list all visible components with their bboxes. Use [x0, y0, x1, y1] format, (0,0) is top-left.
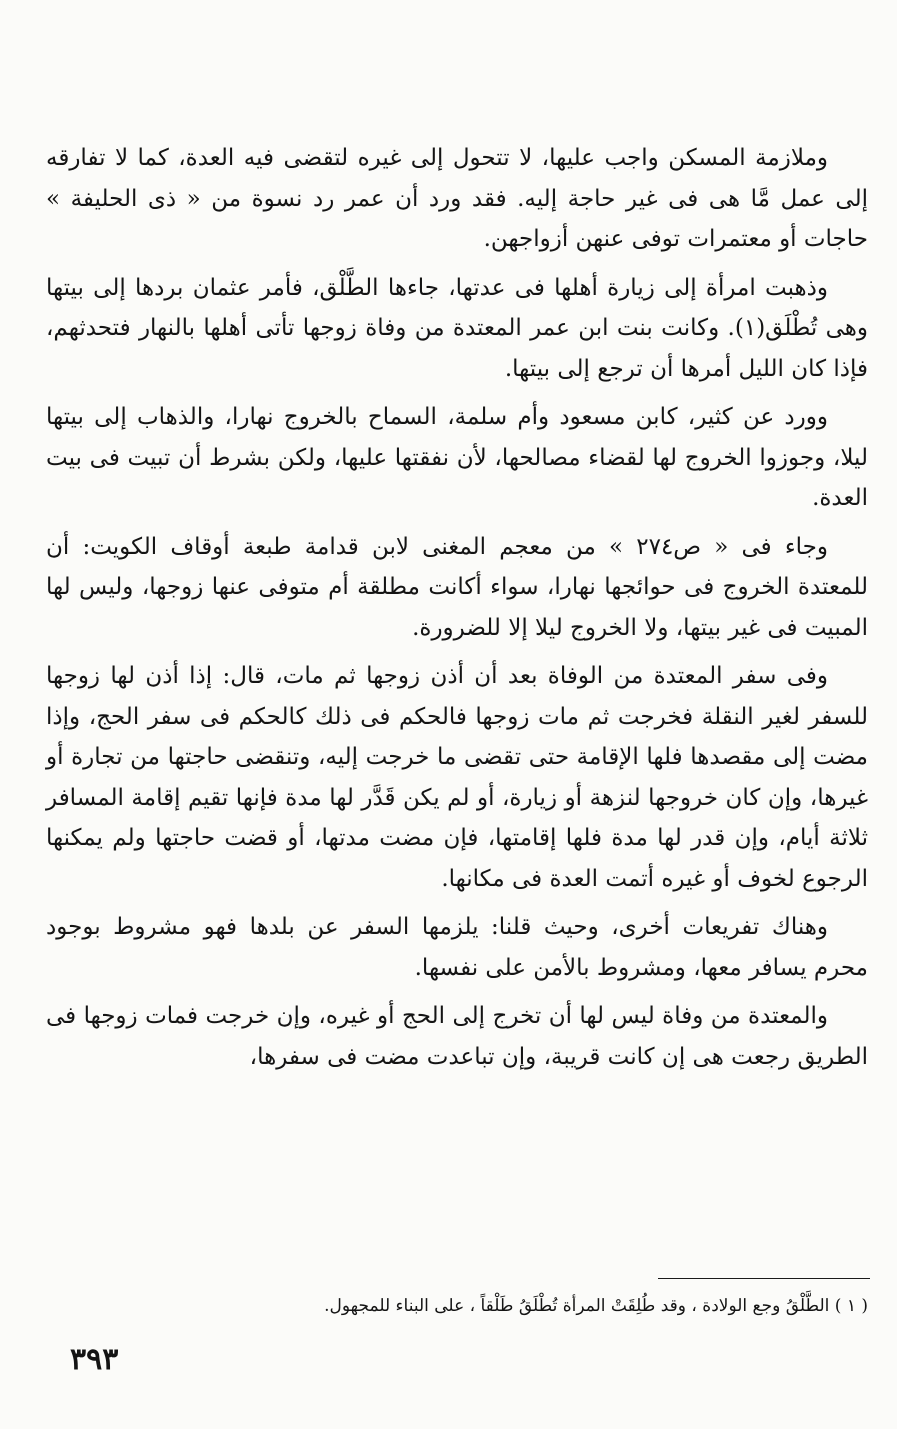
paragraph-1: وملازمة المسكن واجب عليها، لا تتحول إلى غيره لتقضى فيه العدة، كما لا تفارقه إلى عمل مَّا هى فى غير حاجة إليه. فقد ورد أن عمر رد نسوة من « ذى الحليفة » حاجات أو معتمرات توفى عنهن أزواجهن.	[46, 145, 868, 252]
paragraph-6: وهناك تفريعات أخرى، وحيث قلنا: يلزمها السفر عن بلدها فهو مشروط بوجود محرم يسافر معها، ومشروط بالأمن على نفسها.	[46, 914, 868, 981]
footnote: ( ١ ) الطَّلْقُ وجع الولادة ، وقد طُلِقَتْ المرأة تُطْلَقُ طَلْقاً ، على البناء للمجهول.	[324, 1296, 868, 1316]
paragraph-7: والمعتدة من وفاة ليس لها أن تخرج إلى الحج أو غيره، وإن خرجت فمات زوجها فى الطريق رجعت هى إن كانت قريبة، وإن تباعدت مضت فى سفرها،	[46, 1003, 868, 1070]
paragraph-3: وورد عن كثير، كابن مسعود وأم سلمة، السماح بالخروج نهارا، والذهاب إلى بيتها ليلا، وجوزوا الخروج لها لقضاء مصالحها، لأن نفقتها عليها، ولكن بشرط أن تبيت فى بيت العدة.	[46, 404, 868, 511]
main-text	[46, 138, 868, 1085]
footnote-divider	[658, 1278, 870, 1279]
page-number: ٣٩٣	[70, 1342, 119, 1377]
paragraph-5: وفى سفر المعتدة من الوفاة بعد أن أذن زوجها ثم مات، قال: إذا أذن لها زوجها للسفر لغير النقلة فخرجت ثم مات زوجها فالحكم فى ذلك كالحكم فى سفر الحج، وإذا مضت إلى مقصدها فلها الإقامة حتى تقضى ما خرجت إليه، وتنقضى حاجتها من تجارة أو غيرها، وإن كان خروجها لنزهة أو زيارة، أو لم يكن قَدَّر لها مدة فإنها تقيم إقامة المسافر ثلاثة أيام، وإن قدر لها مدة فلها إقامتها، فإن مضت مدتها، أو قضت حاجتها ولم يمكنها الرجوع لخوف أو غيره أتمت العدة فى مكانها.	[46, 663, 868, 892]
paragraph-2: وذهبت امرأة إلى زيارة أهلها فى عدتها، جاءها الطَّلْق، فأمر عثمان بردها إلى بيتها وهى تُطْلَق(١). وكانت بنت ابن عمر المعتدة من وفاة زوجها تأتى أهلها بالنهار فتحدثهم، فإذا كان الليل أمرها أن ترجع إلى بيتها.	[46, 274, 868, 382]
paragraph-4: وجاء فى « ص٢٧٤ » من معجم المغنى لابن قدامة طبعة أوقاف الكويت: أن للمعتدة الخروج فى حوائجها نهارا، سواء أكانت مطلقة أم متوفى عنها زوجها، وليس لها المبيت فى غير بيتها، ولا الخروج ليلا إلا للضرورة.	[46, 533, 868, 641]
